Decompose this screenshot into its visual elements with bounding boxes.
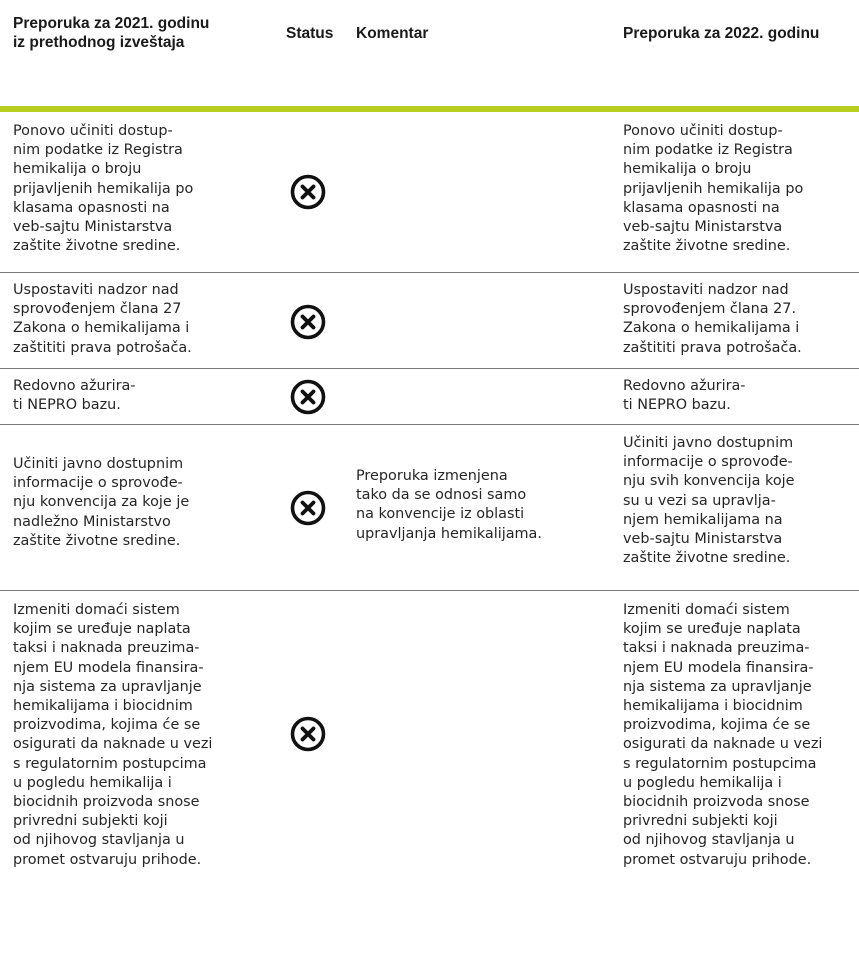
rec-2022-cell: Izmeniti domaći sistem kojim se uređuje naplata taksi i naknada preuzima- njem EU modela finansira- nja sistema za upravljanje hemikalijama i biocidnim proizvodima, kojima će se osigurati da naknade u vezi s regulatornim postupcima u pogledu hemikalija i biocidnih proizvoda snose privredni subjekti koji od njihovog stavljanja u promet ostvaruju prihode. <box>623 602 823 868</box>
comment-cell: Preporuka izmenjena tako da se odnosi samo na konvencije iz oblasti upravljanja hemikalijama. <box>356 468 542 542</box>
x-circle-icon <box>290 304 326 340</box>
table-row <box>0 425 859 591</box>
recommendations-table <box>0 112 859 881</box>
rec-2022-cell: Ponovo učiniti dostup- nim podatke iz Registra hemikalija o broju prijavljenih hemikalija po klasama opasnosti na veb-sajtu Ministarstva zaštite životne sredine. <box>623 123 804 255</box>
header-status: Status <box>286 25 334 42</box>
rec-2022-cell: Učiniti javno dostupnim informacije o sprovođe- nju svih konvencija koje su u vezi sa upravlja- njem hemikalijama na veb-sajtu Ministarstva zaštite životne sredine. <box>623 435 795 567</box>
x-circle-icon <box>290 490 326 526</box>
rec-2021-cell: Učiniti javno dostupnim informacije o sprovođe- nju konvencija za koje je nadležno Ministarstvo zaštite životne sredine. <box>13 456 190 549</box>
rec-2021-cell: Uspostaviti nadzor nad sprovođenjem člana 27 Zakona o hemikalijama i zaštititi prava potrošača. <box>13 282 192 356</box>
table-row <box>0 273 859 369</box>
x-circle-icon <box>290 174 326 210</box>
table-row <box>0 591 859 881</box>
header-rec-2022: Preporuka za 2022. godinu <box>623 25 820 42</box>
table-row <box>0 112 859 273</box>
rec-2021-cell: Ponovo učiniti dostup- nim podatke iz Registra hemikalija o broju prijavljenih hemikalija po klasama opasnosti na veb-sajtu Ministarstva zaštite životne sredine. <box>13 123 194 255</box>
x-circle-icon <box>290 379 326 415</box>
table-row <box>0 369 859 425</box>
rec-2022-cell: Redovno ažurira- ti NEPRO bazu. <box>623 378 746 414</box>
table-header <box>0 0 859 106</box>
rec-2021-cell: Redovno ažurira- ti NEPRO bazu. <box>13 378 136 414</box>
header-rec-2021: Preporuka za 2021. godinu iz prethodnog izveštaja <box>13 15 210 51</box>
rec-2021-cell: Izmeniti domaći sistem kojim se uređuje naplata taksi i naknada preuzima- njem EU modela finansira- nja sistema za upravljanje hemikalijama i biocidnim proizvodima, kojima će se osigurati da naknade u vezi s regulatornim postupcima u pogledu hemikalija i biocidnih proizvoda snose privredni subjekti koji od njihovog stavljanja u promet ostvaruju prihode. <box>13 602 213 868</box>
rec-2022-cell: Uspostaviti nadzor nad sprovođenjem člana 27. Zakona o hemikalijama i zaštititi prava potrošača. <box>623 282 802 356</box>
x-circle-icon <box>290 716 326 752</box>
header-comment: Komentar <box>356 25 429 42</box>
